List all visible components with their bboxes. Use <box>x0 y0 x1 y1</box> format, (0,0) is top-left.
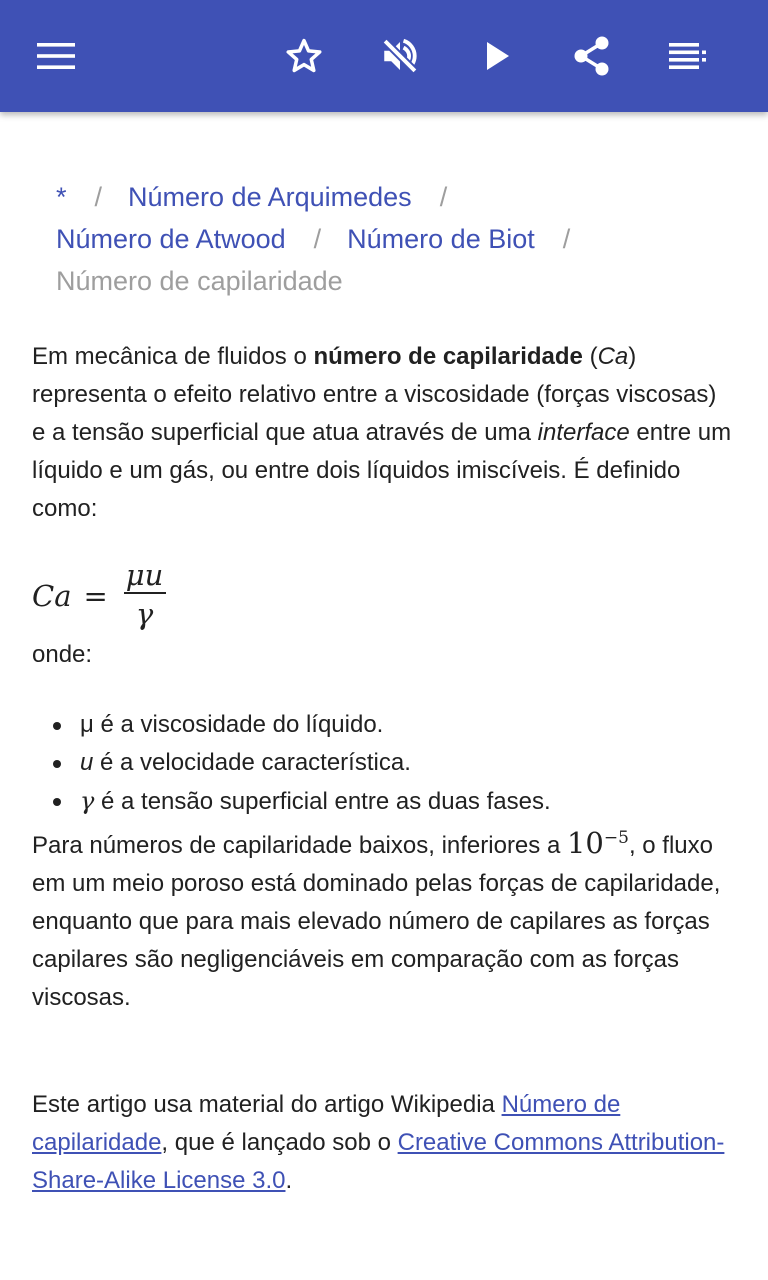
variable-list <box>32 706 551 821</box>
article-intro <box>32 338 732 528</box>
share-icon <box>572 35 612 77</box>
paragraph-text: , o fluxo em um meio poroso está dominado pelas forças de capilaridade, enquanto que para mais elevado número de capilares as forças capilares são negligenciáveis em comparação com as forças viscosas. <box>32 832 721 1011</box>
paragraph-text: Para números de capilaridade baixos, inferiores a <box>32 832 567 859</box>
formula-denominator: γ <box>135 597 154 631</box>
wikipedia-article-link[interactable]: Número de capilaridade <box>32 1091 621 1156</box>
breadcrumb-item-biot[interactable]: Número de Biot <box>347 224 535 254</box>
app-bar <box>0 0 768 112</box>
breadcrumb <box>56 176 736 302</box>
license-text: Este artigo usa material do artigo Wikipedia <box>32 1091 502 1118</box>
variable-description: é a tensão superficial entre as duas fases. <box>94 788 551 815</box>
formula-lhs: Ca <box>32 579 72 613</box>
variable-symbol: μ <box>80 711 94 738</box>
breadcrumb-item-atwood[interactable]: Número de Atwood <box>56 224 286 254</box>
formula-equals: = <box>83 579 108 613</box>
license-notice <box>32 1086 732 1200</box>
intro-text: ( <box>582 343 598 370</box>
formula-numerator: μu <box>125 558 164 592</box>
variable-symbol: u <box>80 749 94 776</box>
variable-description: é a viscosidade do líquido. <box>93 711 384 738</box>
intro-abbreviation: Ca <box>597 343 629 370</box>
list-item <box>32 706 551 744</box>
star-outline-icon <box>283 35 325 77</box>
mute-button[interactable] <box>372 28 428 84</box>
list-item <box>32 744 551 782</box>
formula-fraction <box>122 558 168 634</box>
variable-symbol: γ <box>80 787 95 815</box>
breadcrumb-item-arquimedes[interactable]: Número de Arquimedes <box>128 182 412 212</box>
cc-license-link[interactable]: Creative Commons Attribution-Share-Alike License 3.0 <box>32 1129 725 1194</box>
list-item <box>32 782 551 821</box>
intro-text: ) representa o efeito relativo entre a viscosidade (forças viscosas) e a tensão superficial que atua através de uma <box>32 343 717 446</box>
intro-text: Em mecânica de fluidos o <box>32 343 314 370</box>
play-button[interactable] <box>470 28 526 84</box>
playlist-icon <box>669 43 707 69</box>
breadcrumb-item-home[interactable]: * <box>56 182 67 212</box>
power-exponent: −5 <box>603 828 629 848</box>
article-paragraph <box>32 824 732 1017</box>
onde-label: onde: <box>32 641 93 668</box>
power-base: 10 <box>566 826 604 860</box>
breadcrumb-separator: / <box>94 182 103 212</box>
breadcrumb-separator: / <box>313 224 322 254</box>
breadcrumb-separator: / <box>562 224 571 254</box>
power-of-ten <box>567 826 629 860</box>
intro-term: número de capilaridade <box>313 343 583 370</box>
intro-interface-term: interface <box>537 419 630 446</box>
intro-text: entre um líquido e um gás, ou entre dois líquidos imiscíveis. É definido como: <box>32 419 732 522</box>
license-text: . <box>285 1167 293 1194</box>
breadcrumb-separator: / <box>439 182 448 212</box>
menu-button[interactable] <box>28 28 84 84</box>
share-button[interactable] <box>564 28 620 84</box>
capillary-number-formula <box>32 554 167 638</box>
breadcrumb-current: Número de capilaridade <box>56 266 343 296</box>
favorite-button[interactable] <box>276 28 332 84</box>
play-icon <box>483 40 513 72</box>
volume-off-icon <box>379 35 421 77</box>
menu-icon <box>37 43 75 69</box>
license-text: , que é lançado sob o <box>161 1129 398 1156</box>
variable-description: é a velocidade característica. <box>93 749 411 776</box>
contents-button[interactable] <box>660 28 716 84</box>
